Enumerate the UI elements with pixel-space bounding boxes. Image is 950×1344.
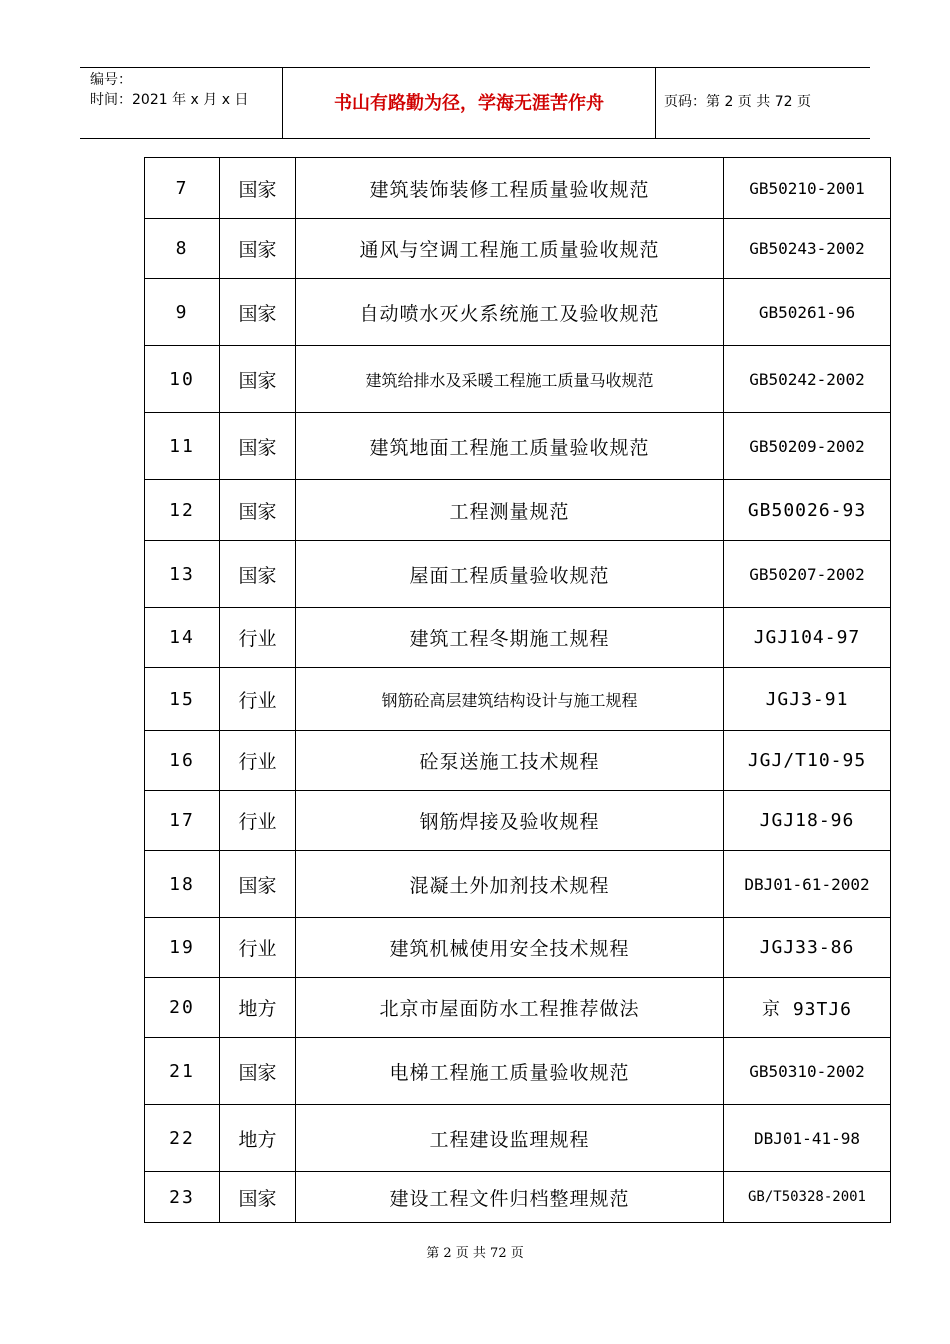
row-standard-name: 工程测量规范 xyxy=(296,480,724,541)
header-motto: 书山有路勤为径，学海无涯苦作舟 xyxy=(334,93,604,114)
row-number: 18 xyxy=(145,851,220,918)
row-level: 国家 xyxy=(220,851,296,918)
row-level: 国家 xyxy=(220,219,296,279)
row-standard-name: 自动喷水灭火系统施工及验收规范 xyxy=(296,279,724,346)
row-number: 7 xyxy=(145,158,220,219)
row-level: 国家 xyxy=(220,480,296,541)
row-standard-code: GB50026-93 xyxy=(724,480,891,541)
row-level: 行业 xyxy=(220,918,296,978)
row-number: 16 xyxy=(145,731,220,791)
row-standard-code: JGJ/T10-95 xyxy=(724,731,891,791)
row-standard-name: 屋面工程质量验收规范 xyxy=(296,541,724,608)
row-number: 10 xyxy=(145,346,220,413)
table-row xyxy=(145,1105,891,1172)
row-standard-name: 电梯工程施工质量验收规范 xyxy=(296,1038,724,1105)
table-row xyxy=(145,158,891,219)
table-row xyxy=(145,1038,891,1105)
header-meta-cell xyxy=(80,68,282,138)
row-standard-code: DBJ01-61-2002 xyxy=(724,851,891,918)
table-row xyxy=(145,608,891,668)
row-level: 行业 xyxy=(220,791,296,851)
row-number: 20 xyxy=(145,978,220,1038)
row-standard-code: 京 93TJ6 xyxy=(724,978,891,1038)
table-row xyxy=(145,978,891,1038)
header-motto-cell xyxy=(282,68,656,138)
row-standard-code: GB50310-2002 xyxy=(724,1038,891,1105)
row-standard-code: JGJ104-97 xyxy=(724,608,891,668)
row-number: 21 xyxy=(145,1038,220,1105)
row-number: 15 xyxy=(145,668,220,731)
table-row xyxy=(145,851,891,918)
table-row xyxy=(145,541,891,608)
row-standard-code: GB50243-2002 xyxy=(724,219,891,279)
row-standard-code: JGJ33-86 xyxy=(724,918,891,978)
row-level: 行业 xyxy=(220,731,296,791)
row-level: 国家 xyxy=(220,413,296,480)
table-row xyxy=(145,346,891,413)
row-standard-name: 建筑机械使用安全技术规程 xyxy=(296,918,724,978)
table-row xyxy=(145,731,891,791)
row-number: 11 xyxy=(145,413,220,480)
row-level: 国家 xyxy=(220,1172,296,1223)
row-level: 国家 xyxy=(220,346,296,413)
row-standard-name: 北京市屋面防水工程推荐做法 xyxy=(296,978,724,1038)
row-number: 17 xyxy=(145,791,220,851)
row-standard-name: 通风与空调工程施工质量验收规范 xyxy=(296,219,724,279)
row-number: 23 xyxy=(145,1172,220,1223)
document-number: 编号： xyxy=(90,72,132,88)
header-page-cell xyxy=(656,68,870,138)
row-number: 19 xyxy=(145,918,220,978)
row-standard-name: 砼泵送施工技术规程 xyxy=(296,731,724,791)
row-standard-code: JGJ18-96 xyxy=(724,791,891,851)
row-level: 国家 xyxy=(220,158,296,219)
row-standard-name: 混凝土外加剂技术规程 xyxy=(296,851,724,918)
row-standard-name: 建设工程文件归档整理规范 xyxy=(296,1172,724,1223)
row-standard-code: GB50209-2002 xyxy=(724,413,891,480)
table-row xyxy=(145,791,891,851)
row-level: 行业 xyxy=(220,668,296,731)
row-standard-code: DBJ01-41-98 xyxy=(724,1105,891,1172)
row-standard-name: 工程建设监理规程 xyxy=(296,1105,724,1172)
row-level: 行业 xyxy=(220,608,296,668)
header-page-number: 页码：第 2 页 共 72 页 xyxy=(664,94,811,110)
row-standard-name: 建筑工程冬期施工规程 xyxy=(296,608,724,668)
row-standard-name: 钢筋焊接及验收规程 xyxy=(296,791,724,851)
table-row xyxy=(145,413,891,480)
row-standard-code: GB50207-2002 xyxy=(724,541,891,608)
document-date: 时间：2021 年 x 月 x 日 xyxy=(90,92,249,108)
standards-table xyxy=(144,157,891,1223)
row-level: 国家 xyxy=(220,541,296,608)
row-standard-code: JGJ3-91 xyxy=(724,668,891,731)
row-standard-name: 建筑地面工程施工质量验收规范 xyxy=(296,413,724,480)
table-row xyxy=(145,668,891,731)
row-level: 地方 xyxy=(220,978,296,1038)
row-standard-name: 建筑装饰装修工程质量验收规范 xyxy=(296,158,724,219)
row-number: 14 xyxy=(145,608,220,668)
row-number: 8 xyxy=(145,219,220,279)
row-standard-name: 建筑给排水及采暖工程施工质量马收规范 xyxy=(296,346,724,413)
row-number: 13 xyxy=(145,541,220,608)
table-row xyxy=(145,480,891,541)
row-number: 9 xyxy=(145,279,220,346)
row-level: 地方 xyxy=(220,1105,296,1172)
row-standard-code: GB50261-96 xyxy=(724,279,891,346)
row-number: 22 xyxy=(145,1105,220,1172)
table-row xyxy=(145,918,891,978)
table-row xyxy=(145,1172,891,1223)
page-header xyxy=(80,67,870,139)
row-level: 国家 xyxy=(220,1038,296,1105)
page-footer: 第 2 页 共 72 页 xyxy=(426,1246,524,1261)
row-standard-name: 钢筋砼高层建筑结构设计与施工规程 xyxy=(296,668,724,731)
table-row xyxy=(145,279,891,346)
row-standard-code: GB50210-2001 xyxy=(724,158,891,219)
row-level: 国家 xyxy=(220,279,296,346)
table-row xyxy=(145,219,891,279)
row-standard-code: GB/T50328-2001 xyxy=(724,1172,891,1223)
row-standard-code: GB50242-2002 xyxy=(724,346,891,413)
row-number: 12 xyxy=(145,480,220,541)
